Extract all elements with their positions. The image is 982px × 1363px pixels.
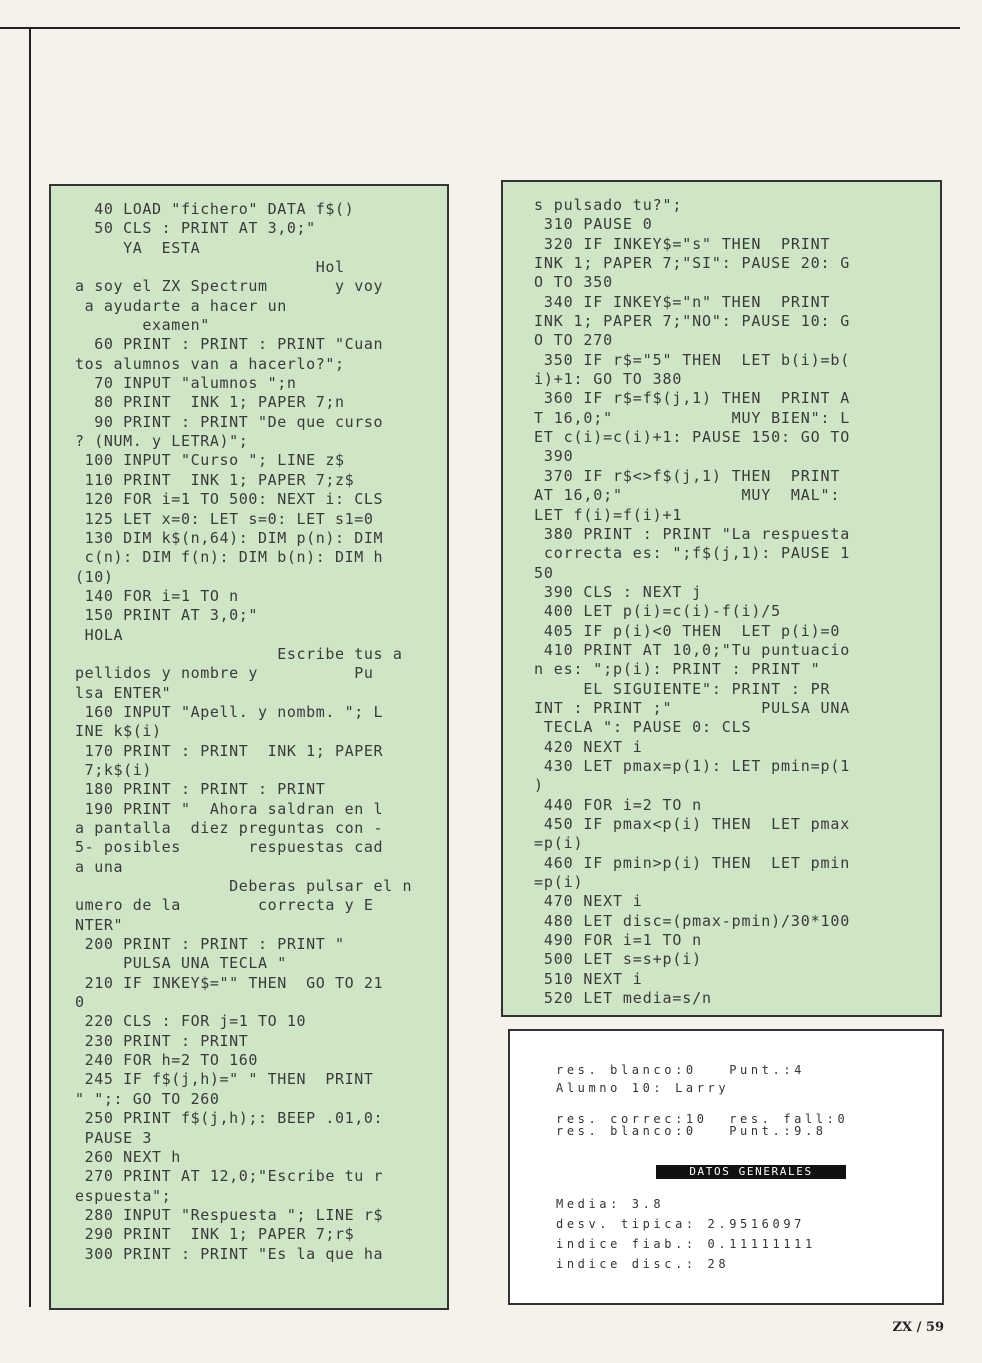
code-line: 60 PRINT : PRINT : PRINT "Cuan bbox=[75, 335, 384, 354]
screen-banner: DATOS GENERALES bbox=[656, 1165, 846, 1179]
code-line: tos alumnos van a hacerlo?"; bbox=[75, 354, 345, 373]
code-line: umero de la correcta y E bbox=[75, 896, 374, 915]
code-line: 150 PRINT AT 3,0;" bbox=[75, 606, 258, 625]
code-line: c(n): DIM f(n): DIM b(n): DIM h bbox=[75, 548, 384, 567]
code-line: a pantalla diez preguntas con - bbox=[75, 819, 384, 837]
code-line: 230 PRINT : PRINT bbox=[75, 1031, 249, 1050]
code-line: correcta es: ";f$(j,1): PAUSE 1 bbox=[534, 544, 851, 563]
code-line: 510 NEXT i bbox=[534, 969, 643, 988]
code-line: 50 CLS : PRINT AT 3,0;" bbox=[75, 219, 316, 238]
screen-line-reliability: indice fiab.: 0.11111111 bbox=[556, 1237, 816, 1251]
screen-line-deviation: desv. tipica: 2.9516097 bbox=[556, 1217, 805, 1231]
code-line: espuesta"; bbox=[75, 1186, 172, 1205]
code-line: 470 NEXT i bbox=[534, 892, 643, 911]
screen-output bbox=[508, 1029, 944, 1305]
code-line: 100 INPUT "Curso "; LINE z$ bbox=[75, 451, 345, 470]
code-line: 520 LET media=s/n bbox=[534, 989, 712, 1008]
code-line: AT 16,0;" MUY MAL": bbox=[534, 486, 841, 505]
code-line: s pulsado tu?"; bbox=[534, 196, 683, 214]
code-line: 380 PRINT : PRINT "La respuesta bbox=[534, 524, 851, 543]
code-line: pellidos y nombre y Pu bbox=[75, 664, 374, 683]
code-line: NTER" bbox=[75, 915, 124, 934]
code-line: 370 IF r$<>f$(j,1) THEN PRINT bbox=[534, 466, 841, 485]
code-line: 190 PRINT " Ahora saldran en l bbox=[75, 799, 384, 818]
code-line: i)+1: GO TO 380 bbox=[534, 370, 683, 389]
code-line: ET c(i)=c(i)+1: PAUSE 150: GO TO bbox=[534, 428, 851, 447]
screen-line-blank-result: res. blanco:0 Punt.:4 bbox=[556, 1063, 805, 1077]
code-line: 70 INPUT "alumnos ";n bbox=[75, 374, 297, 393]
code-line: LET f(i)=f(i)+1 bbox=[534, 505, 683, 524]
code-line: 460 IF pmin>p(i) THEN LET pmin bbox=[534, 853, 851, 872]
code-line: 50 bbox=[534, 563, 554, 582]
code-line: 410 PRINT AT 10,0;"Tu puntuacio bbox=[534, 640, 851, 659]
code-line: O TO 350 bbox=[534, 273, 614, 292]
screen-line-mean: Media: 3.8 bbox=[556, 1197, 665, 1211]
code-line: 90 PRINT : PRINT "De que curso bbox=[75, 412, 384, 431]
code-line: 390 CLS : NEXT j bbox=[534, 582, 702, 601]
code-line: " ";: GO TO 260 bbox=[75, 1089, 220, 1108]
code-line: 450 IF pmax<p(i) THEN LET pmax bbox=[534, 815, 851, 833]
code-line: 405 IF p(i)<0 THEN LET p(i)=0 bbox=[534, 621, 841, 640]
code-line: 490 FOR i=1 TO n bbox=[534, 931, 702, 950]
code-line: HOLA bbox=[75, 625, 124, 644]
code-line: TECLA ": PAUSE 0: CLS bbox=[534, 718, 752, 737]
code-line: 5- posibles respuestas cad bbox=[75, 838, 384, 857]
code-line: 125 LET x=0: LET s=0: LET s1=0 bbox=[75, 509, 374, 528]
page-folio: ZX / 59 bbox=[892, 1320, 944, 1335]
code-line: n es: ";p(i): PRINT : PRINT " bbox=[534, 660, 821, 679]
code-line: 250 PRINT f$(j,h);: BEEP .01,0: bbox=[75, 1109, 384, 1128]
code-line: 280 INPUT "Respuesta "; LINE r$ bbox=[75, 1205, 384, 1224]
code-line: 360 IF r$=f$(j,1) THEN PRINT A bbox=[534, 389, 851, 408]
code-line: 140 FOR i=1 TO n bbox=[75, 586, 239, 605]
code-line: (10) bbox=[75, 567, 114, 586]
code-line: 310 PAUSE 0 bbox=[534, 215, 653, 234]
code-line: 160 INPUT "Apell. y nombm. "; L bbox=[75, 702, 384, 721]
screen-line-correct-result: res. correc:10 res. fall:0 bbox=[556, 1112, 849, 1126]
code-line: 180 PRINT : PRINT : PRINT bbox=[75, 780, 326, 799]
code-line: 430 LET pmax=p(1): LET pmin=p(1 bbox=[534, 756, 851, 775]
code-line: 440 FOR i=2 TO n bbox=[534, 795, 702, 814]
screen-line-discrimination: indice disc.: 28 bbox=[556, 1257, 730, 1271]
code-line: 0 bbox=[75, 993, 85, 1012]
code-line: 80 PRINT INK 1; PAPER 7;n bbox=[75, 393, 345, 412]
code-line: =p(i) bbox=[534, 873, 584, 892]
code-line: a soy el ZX Spectrum y voy bbox=[75, 277, 384, 296]
code-line: a ayudarte a hacer un bbox=[75, 296, 287, 315]
screen-line-student: Alumno 10: Larry bbox=[556, 1081, 730, 1095]
code-line: 260 NEXT h bbox=[75, 1147, 181, 1166]
code-line: PULSA UNA TECLA " bbox=[75, 954, 287, 973]
code-line: 500 LET s=s+p(i) bbox=[534, 950, 702, 969]
code-line: a una bbox=[75, 857, 124, 876]
top-rule bbox=[0, 27, 960, 29]
code-line: 320 IF INKEY$="s" THEN PRINT bbox=[534, 234, 831, 253]
code-line: INK 1; PAPER 7;"SI": PAUSE 20: G bbox=[534, 254, 851, 273]
code-line: 245 IF f$(j,h)=" " THEN PRINT bbox=[75, 1070, 374, 1089]
code-line: 350 IF r$="5" THEN LET b(i)=b( bbox=[534, 350, 851, 369]
code-line: 480 LET disc=(pmax-pmin)/30*100 bbox=[534, 911, 851, 930]
code-line: 120 FOR i=1 TO 500: NEXT i: CLS bbox=[75, 490, 384, 509]
code-line: INT : PRINT ;" PULSA UNA bbox=[534, 698, 851, 717]
code-line: examen" bbox=[75, 316, 210, 335]
code-line: 240 FOR h=2 TO 160 bbox=[75, 1051, 258, 1070]
code-line: Hol bbox=[75, 258, 345, 277]
code-line: 340 IF INKEY$="n" THEN PRINT bbox=[534, 292, 831, 311]
code-line: ) bbox=[534, 776, 544, 795]
code-line: =p(i) bbox=[534, 834, 584, 853]
code-line: 110 PRINT INK 1; PAPER 7;z$ bbox=[75, 470, 355, 489]
code-line: 210 IF INKEY$="" THEN GO TO 21 bbox=[75, 973, 384, 992]
listing-left bbox=[49, 184, 449, 1310]
code-line: INE k$(i) bbox=[75, 722, 162, 741]
code-line: Escribe tus a bbox=[75, 644, 403, 663]
code-line: 220 CLS : FOR j=1 TO 10 bbox=[75, 1012, 307, 1031]
code-line: 170 PRINT : PRINT INK 1; PAPER bbox=[75, 741, 384, 760]
code-line: 420 NEXT i bbox=[534, 737, 643, 756]
code-line: 130 DIM k$(n,64): DIM p(n): DIM bbox=[75, 528, 384, 547]
code-line: T 16,0;" MUY BIEN": L bbox=[534, 408, 851, 427]
code-line: EL SIGUIENTE": PRINT : PR bbox=[534, 679, 831, 698]
left-rule bbox=[29, 29, 31, 1307]
code-line: 200 PRINT : PRINT : PRINT " bbox=[75, 935, 345, 954]
code-line: 40 LOAD "fichero" DATA f$() bbox=[75, 200, 355, 218]
code-line: 290 PRINT INK 1; PAPER 7;r$ bbox=[75, 1225, 355, 1244]
code-line: 400 LET p(i)=c(i)-f(i)/5 bbox=[534, 602, 782, 621]
screen-line-score-result: res. blanco:0 Punt.:9.8 bbox=[556, 1124, 827, 1138]
code-line: YA ESTA bbox=[75, 238, 201, 257]
code-line: INK 1; PAPER 7;"NO": PAUSE 10: G bbox=[534, 312, 851, 331]
code-line: O TO 270 bbox=[534, 331, 614, 350]
code-line: PAUSE 3 bbox=[75, 1128, 153, 1147]
code-line: 300 PRINT : PRINT "Es la que ha bbox=[75, 1244, 384, 1263]
code-line: Deberas pulsar el n bbox=[75, 877, 413, 896]
code-line: 390 bbox=[534, 447, 574, 466]
code-line: 270 PRINT AT 12,0;"Escribe tu r bbox=[75, 1167, 384, 1186]
code-line: 7;k$(i) bbox=[75, 760, 153, 779]
code-line: ? (NUM. y LETRA)"; bbox=[75, 432, 249, 451]
listing-right bbox=[501, 180, 942, 1017]
code-line: lsa ENTER" bbox=[75, 683, 172, 702]
